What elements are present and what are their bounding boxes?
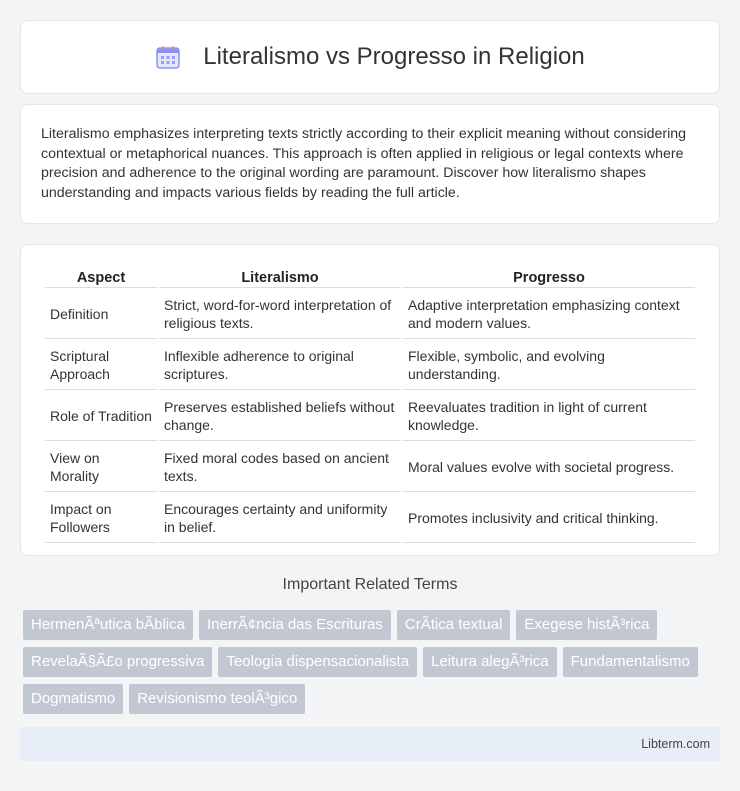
related-terms-list <box>23 610 713 714</box>
related-terms-title: Important Related Terms <box>282 576 458 593</box>
term-tag[interactable]: Exegese histÃ³rica <box>516 610 657 640</box>
header-aspect: Aspect <box>45 267 157 288</box>
term-tag[interactable]: HermenÃªutica bÃblica <box>23 610 193 640</box>
table-cell: Scriptural Approach <box>45 341 157 390</box>
footer-site-link[interactable]: Libterm.com <box>641 737 710 751</box>
table-cell: Fixed moral codes based on ancient texts. <box>159 443 401 492</box>
calendar-icon <box>155 44 181 70</box>
header-card <box>20 20 720 94</box>
table-cell: Impact on Followers <box>45 494 157 543</box>
table-cell: Encourages certainty and uniformity in belief. <box>159 494 401 543</box>
table-row <box>45 443 695 492</box>
table-cell: Definition <box>45 290 157 339</box>
header-progresso: Progresso <box>403 267 695 288</box>
table-cell: Strict, word-for-word interpretation of religious texts. <box>159 290 401 339</box>
table-cell: Reevaluates tradition in light of current knowledge. <box>403 392 695 441</box>
term-tag[interactable]: InerrÃ¢ncia das Escrituras <box>199 610 391 640</box>
header-literalismo: Literalismo <box>159 267 401 288</box>
table-row <box>45 494 695 543</box>
table-cell: View on Morality <box>45 443 157 492</box>
table-row <box>45 341 695 390</box>
intro-card <box>20 104 720 224</box>
intro-text: Literalismo emphasizes interpreting texts strictly according to their explicit meaning without considering contextual or metaphorical nuances. This approach is often applied in religious or legal contexts where precision and adherence to the original wording are paramount. Discover how literalismo shapes understanding and impacts various fields by reading the full article. <box>41 126 687 201</box>
term-tag[interactable]: CrÃtica textual <box>397 610 511 640</box>
footer <box>20 727 720 761</box>
table-cell: Moral values evolve with societal progress. <box>403 443 695 492</box>
table-cell: Preserves established beliefs without change. <box>159 392 401 441</box>
table-cell: Promotes inclusivity and critical thinking. <box>403 494 695 543</box>
term-tag[interactable]: Revisionismo teolÃ³gico <box>129 684 305 714</box>
term-tag[interactable]: RevelaÃ§Ã£o progressiva <box>23 647 212 677</box>
term-tag[interactable]: Leitura alegÃ³rica <box>423 647 557 677</box>
table-cell: Inflexible adherence to original scriptures. <box>159 341 401 390</box>
table-cell: Flexible, symbolic, and evolving understanding. <box>403 341 695 390</box>
comparison-card <box>20 244 720 556</box>
table-header-row <box>45 267 695 288</box>
page-title: Literalismo vs Progresso in Religion <box>203 43 585 70</box>
comparison-table <box>43 265 697 545</box>
term-tag[interactable]: Teologia dispensacionalista <box>218 647 417 677</box>
table-cell: Adaptive interpretation emphasizing context and modern values. <box>403 290 695 339</box>
term-tag[interactable]: Dogmatismo <box>23 684 123 714</box>
table-row <box>45 392 695 441</box>
table-cell: Role of Tradition <box>45 392 157 441</box>
table-row <box>45 290 695 339</box>
term-tag[interactable]: Fundamentalismo <box>563 647 698 677</box>
